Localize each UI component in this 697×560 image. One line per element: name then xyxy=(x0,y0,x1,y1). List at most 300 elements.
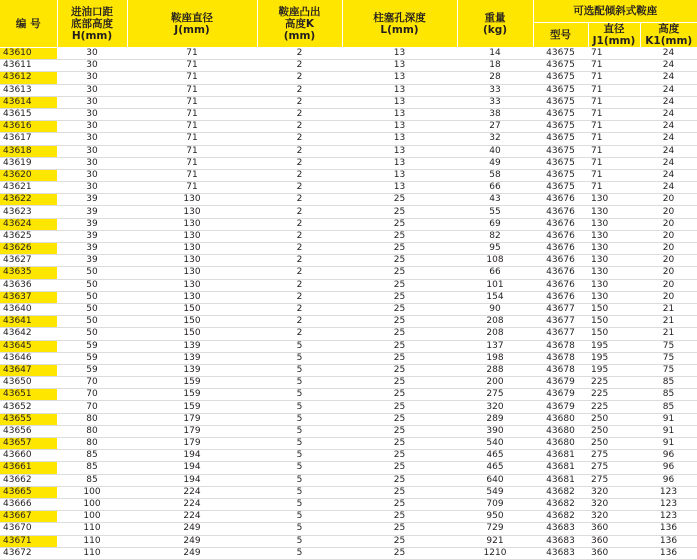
cell-k1: 24 xyxy=(640,121,697,133)
cell-k: 2 xyxy=(257,230,342,242)
cell-j1: 275 xyxy=(588,450,640,462)
cell-model: 43675 xyxy=(533,84,588,96)
cell-no: 43626 xyxy=(0,243,57,255)
header-no-label: 编 号 xyxy=(15,17,41,30)
cell-j1: 275 xyxy=(588,462,640,474)
cell-weight: 289 xyxy=(457,413,533,425)
cell-l: 25 xyxy=(342,328,457,340)
cell-j1: 71 xyxy=(588,84,640,96)
cell-h: 30 xyxy=(57,84,127,96)
cell-k1: 85 xyxy=(640,401,697,413)
cell-k1: 96 xyxy=(640,462,697,474)
cell-j: 224 xyxy=(127,486,257,498)
cell-k: 2 xyxy=(257,84,342,96)
cell-weight: 154 xyxy=(457,291,533,303)
cell-k1: 20 xyxy=(640,206,697,218)
cell-k1: 20 xyxy=(640,255,697,267)
cell-weight: 465 xyxy=(457,462,533,474)
cell-k1: 24 xyxy=(640,48,697,60)
header-sub-j1-label: 直径J1(mm) xyxy=(592,23,636,47)
cell-k: 2 xyxy=(257,182,342,194)
cell-weight: 390 xyxy=(457,425,533,437)
cell-model: 43682 xyxy=(533,498,588,510)
table-row xyxy=(0,474,697,486)
cell-weight: 320 xyxy=(457,401,533,413)
cell-weight: 198 xyxy=(457,352,533,364)
cell-no: 43672 xyxy=(0,547,57,559)
cell-j: 71 xyxy=(127,121,257,133)
cell-k: 5 xyxy=(257,438,342,450)
table-body xyxy=(0,48,697,560)
cell-h: 59 xyxy=(57,364,127,376)
cell-k1: 20 xyxy=(640,267,697,279)
cell-l: 13 xyxy=(342,145,457,157)
cell-k1: 91 xyxy=(640,413,697,425)
cell-k: 2 xyxy=(257,60,342,72)
table-row xyxy=(0,157,697,169)
cell-j1: 195 xyxy=(588,352,640,364)
cell-weight: 28 xyxy=(457,72,533,84)
cell-model: 43676 xyxy=(533,206,588,218)
cell-k: 5 xyxy=(257,523,342,535)
cell-j: 130 xyxy=(127,230,257,242)
cell-no: 43616 xyxy=(0,121,57,133)
cell-no: 43636 xyxy=(0,279,57,291)
cell-k1: 24 xyxy=(640,96,697,108)
table-row xyxy=(0,498,697,510)
header-group-optional xyxy=(533,0,697,23)
cell-l: 25 xyxy=(342,486,457,498)
header-h xyxy=(57,0,127,48)
cell-j: 71 xyxy=(127,60,257,72)
cell-j1: 150 xyxy=(588,316,640,328)
cell-k1: 123 xyxy=(640,498,697,510)
cell-j1: 130 xyxy=(588,218,640,230)
cell-k1: 21 xyxy=(640,303,697,315)
table-row xyxy=(0,462,697,474)
header-no xyxy=(0,0,57,48)
cell-model: 43679 xyxy=(533,377,588,389)
cell-k: 2 xyxy=(257,72,342,84)
cell-model: 43678 xyxy=(533,352,588,364)
cell-h: 85 xyxy=(57,450,127,462)
cell-l: 13 xyxy=(342,169,457,181)
cell-no: 43641 xyxy=(0,316,57,328)
cell-j1: 225 xyxy=(588,377,640,389)
cell-no: 43623 xyxy=(0,206,57,218)
cell-k1: 24 xyxy=(640,157,697,169)
header-k-label: 鞍座凸出 高度K (mm) xyxy=(278,5,321,42)
cell-k1: 20 xyxy=(640,218,697,230)
table-row xyxy=(0,535,697,547)
cell-h: 30 xyxy=(57,157,127,169)
cell-no: 43611 xyxy=(0,60,57,72)
cell-h: 59 xyxy=(57,352,127,364)
cell-h: 100 xyxy=(57,498,127,510)
cell-no: 43615 xyxy=(0,108,57,120)
cell-h: 100 xyxy=(57,511,127,523)
cell-l: 25 xyxy=(342,511,457,523)
cell-k: 2 xyxy=(257,121,342,133)
cell-weight: 200 xyxy=(457,377,533,389)
cell-k: 2 xyxy=(257,243,342,255)
table-row xyxy=(0,267,697,279)
cell-no: 43660 xyxy=(0,450,57,462)
cell-k1: 24 xyxy=(640,133,697,145)
cell-j: 71 xyxy=(127,145,257,157)
cell-j1: 71 xyxy=(588,60,640,72)
cell-k: 2 xyxy=(257,145,342,157)
cell-j: 71 xyxy=(127,96,257,108)
cell-j: 194 xyxy=(127,462,257,474)
cell-j: 130 xyxy=(127,194,257,206)
cell-j1: 150 xyxy=(588,303,640,315)
cell-j: 130 xyxy=(127,255,257,267)
cell-no: 43645 xyxy=(0,340,57,352)
cell-model: 43679 xyxy=(533,389,588,401)
cell-l: 25 xyxy=(342,218,457,230)
cell-k1: 123 xyxy=(640,511,697,523)
cell-k1: 75 xyxy=(640,340,697,352)
cell-k: 2 xyxy=(257,48,342,60)
cell-model: 43680 xyxy=(533,413,588,425)
cell-k1: 75 xyxy=(640,352,697,364)
cell-h: 110 xyxy=(57,547,127,559)
cell-j1: 71 xyxy=(588,121,640,133)
cell-k1: 24 xyxy=(640,145,697,157)
cell-j: 159 xyxy=(127,377,257,389)
cell-j: 194 xyxy=(127,450,257,462)
cell-k: 2 xyxy=(257,328,342,340)
cell-j1: 71 xyxy=(588,169,640,181)
cell-l: 25 xyxy=(342,425,457,437)
cell-no: 43671 xyxy=(0,535,57,547)
cell-k: 2 xyxy=(257,133,342,145)
cell-j1: 225 xyxy=(588,401,640,413)
table-row xyxy=(0,340,697,352)
cell-k1: 24 xyxy=(640,60,697,72)
cell-k: 2 xyxy=(257,303,342,315)
cell-k1: 20 xyxy=(640,279,697,291)
table-row xyxy=(0,511,697,523)
cell-k1: 20 xyxy=(640,230,697,242)
cell-j: 139 xyxy=(127,352,257,364)
cell-model: 43676 xyxy=(533,279,588,291)
cell-weight: 549 xyxy=(457,486,533,498)
cell-model: 43683 xyxy=(533,547,588,559)
cell-l: 13 xyxy=(342,108,457,120)
cell-model: 43680 xyxy=(533,438,588,450)
cell-h: 70 xyxy=(57,401,127,413)
cell-model: 43678 xyxy=(533,340,588,352)
cell-no: 43627 xyxy=(0,255,57,267)
cell-model: 43681 xyxy=(533,450,588,462)
cell-model: 43675 xyxy=(533,169,588,181)
cell-j1: 130 xyxy=(588,255,640,267)
table-row xyxy=(0,206,697,218)
cell-weight: 40 xyxy=(457,145,533,157)
cell-j: 150 xyxy=(127,328,257,340)
table-row xyxy=(0,72,697,84)
cell-l: 25 xyxy=(342,316,457,328)
cell-weight: 33 xyxy=(457,96,533,108)
header-group-optional-label: 可选配倾斜式鞍座 xyxy=(573,5,658,17)
cell-weight: 950 xyxy=(457,511,533,523)
cell-h: 30 xyxy=(57,96,127,108)
cell-l: 13 xyxy=(342,182,457,194)
table-row xyxy=(0,364,697,376)
header-sub-model xyxy=(533,23,588,48)
header-j xyxy=(127,0,257,48)
table-row xyxy=(0,523,697,535)
cell-h: 30 xyxy=(57,72,127,84)
cell-j1: 130 xyxy=(588,291,640,303)
cell-no: 43619 xyxy=(0,157,57,169)
cell-l: 25 xyxy=(342,498,457,510)
cell-h: 30 xyxy=(57,60,127,72)
cell-model: 43676 xyxy=(533,255,588,267)
table-row xyxy=(0,438,697,450)
table-row xyxy=(0,194,697,206)
table-row xyxy=(0,243,697,255)
cell-j: 249 xyxy=(127,547,257,559)
table-row xyxy=(0,352,697,364)
cell-j1: 195 xyxy=(588,364,640,376)
cell-k: 5 xyxy=(257,535,342,547)
cell-h: 50 xyxy=(57,303,127,315)
cell-weight: 288 xyxy=(457,364,533,376)
cell-k: 5 xyxy=(257,425,342,437)
cell-model: 43676 xyxy=(533,194,588,206)
cell-j: 71 xyxy=(127,48,257,60)
cell-k: 2 xyxy=(257,157,342,169)
table-row xyxy=(0,328,697,340)
cell-k: 5 xyxy=(257,486,342,498)
table-row xyxy=(0,60,697,72)
cell-weight: 43 xyxy=(457,194,533,206)
cell-l: 25 xyxy=(342,206,457,218)
cell-model: 43675 xyxy=(533,182,588,194)
cell-h: 85 xyxy=(57,474,127,486)
table-row xyxy=(0,108,697,120)
cell-l: 25 xyxy=(342,474,457,486)
cell-h: 85 xyxy=(57,462,127,474)
cell-k: 5 xyxy=(257,511,342,523)
cell-k: 2 xyxy=(257,316,342,328)
cell-j: 71 xyxy=(127,182,257,194)
cell-k1: 20 xyxy=(640,194,697,206)
cell-no: 43620 xyxy=(0,169,57,181)
cell-j: 130 xyxy=(127,267,257,279)
table-row xyxy=(0,547,697,559)
cell-j1: 195 xyxy=(588,340,640,352)
cell-j: 130 xyxy=(127,291,257,303)
cell-j: 71 xyxy=(127,157,257,169)
cell-h: 39 xyxy=(57,218,127,230)
cell-k: 2 xyxy=(257,279,342,291)
cell-l: 25 xyxy=(342,243,457,255)
cell-j1: 130 xyxy=(588,194,640,206)
header-k xyxy=(257,0,342,48)
cell-weight: 101 xyxy=(457,279,533,291)
cell-j1: 250 xyxy=(588,413,640,425)
cell-h: 110 xyxy=(57,535,127,547)
cell-k1: 123 xyxy=(640,486,697,498)
cell-k: 5 xyxy=(257,352,342,364)
cell-h: 50 xyxy=(57,279,127,291)
cell-k1: 85 xyxy=(640,389,697,401)
cell-no: 43618 xyxy=(0,145,57,157)
cell-model: 43681 xyxy=(533,462,588,474)
cell-j: 139 xyxy=(127,340,257,352)
cell-h: 39 xyxy=(57,243,127,255)
cell-model: 43677 xyxy=(533,328,588,340)
cell-k1: 20 xyxy=(640,243,697,255)
cell-j: 179 xyxy=(127,438,257,450)
cell-j: 159 xyxy=(127,389,257,401)
cell-k: 5 xyxy=(257,364,342,376)
cell-weight: 540 xyxy=(457,438,533,450)
cell-l: 25 xyxy=(342,194,457,206)
cell-l: 13 xyxy=(342,133,457,145)
cell-weight: 95 xyxy=(457,243,533,255)
cell-k: 2 xyxy=(257,267,342,279)
cell-weight: 1210 xyxy=(457,547,533,559)
cell-l: 25 xyxy=(342,279,457,291)
cell-j1: 130 xyxy=(588,206,640,218)
cell-k1: 20 xyxy=(640,291,697,303)
table-row xyxy=(0,255,697,267)
cell-h: 30 xyxy=(57,145,127,157)
cell-j1: 150 xyxy=(588,328,640,340)
cell-k: 5 xyxy=(257,377,342,389)
cell-weight: 640 xyxy=(457,474,533,486)
cell-weight: 921 xyxy=(457,535,533,547)
cell-weight: 465 xyxy=(457,450,533,462)
cell-l: 25 xyxy=(342,389,457,401)
cell-j1: 71 xyxy=(588,145,640,157)
cell-weight: 137 xyxy=(457,340,533,352)
cell-no: 43614 xyxy=(0,96,57,108)
table-row xyxy=(0,84,697,96)
cell-k1: 24 xyxy=(640,108,697,120)
cell-j1: 71 xyxy=(588,72,640,84)
cell-weight: 709 xyxy=(457,498,533,510)
cell-j: 150 xyxy=(127,303,257,315)
cell-k1: 136 xyxy=(640,535,697,547)
cell-k: 5 xyxy=(257,413,342,425)
cell-no: 43652 xyxy=(0,401,57,413)
cell-j: 249 xyxy=(127,523,257,535)
header-sub-k1 xyxy=(640,23,697,48)
cell-j: 130 xyxy=(127,243,257,255)
cell-no: 43612 xyxy=(0,72,57,84)
cell-h: 30 xyxy=(57,121,127,133)
header-sub-model-label: 型号 xyxy=(550,29,571,41)
cell-j1: 130 xyxy=(588,267,640,279)
cell-k: 5 xyxy=(257,474,342,486)
cell-l: 13 xyxy=(342,72,457,84)
cell-model: 43675 xyxy=(533,133,588,145)
cell-model: 43676 xyxy=(533,243,588,255)
table-row xyxy=(0,96,697,108)
cell-l: 25 xyxy=(342,352,457,364)
cell-j: 130 xyxy=(127,279,257,291)
header-h-label: 进油口距 底部高度 H(mm) xyxy=(71,5,113,42)
cell-h: 80 xyxy=(57,425,127,437)
cell-j1: 275 xyxy=(588,474,640,486)
cell-k1: 136 xyxy=(640,523,697,535)
cell-j: 224 xyxy=(127,498,257,510)
cell-h: 39 xyxy=(57,255,127,267)
cell-k: 5 xyxy=(257,547,342,559)
cell-k1: 24 xyxy=(640,169,697,181)
cell-j1: 360 xyxy=(588,535,640,547)
cell-k1: 24 xyxy=(640,84,697,96)
cell-l: 13 xyxy=(342,96,457,108)
cell-no: 43661 xyxy=(0,462,57,474)
cell-no: 43662 xyxy=(0,474,57,486)
cell-h: 50 xyxy=(57,291,127,303)
table-row xyxy=(0,303,697,315)
cell-no: 43625 xyxy=(0,230,57,242)
cell-j: 130 xyxy=(127,218,257,230)
cell-model: 43675 xyxy=(533,72,588,84)
cell-h: 70 xyxy=(57,377,127,389)
cell-no: 43642 xyxy=(0,328,57,340)
cell-l: 13 xyxy=(342,121,457,133)
cell-no: 43624 xyxy=(0,218,57,230)
header-j-label: 鞍座直径 J(mm) xyxy=(171,11,213,36)
cell-l: 25 xyxy=(342,303,457,315)
cell-weight: 208 xyxy=(457,316,533,328)
cell-weight: 33 xyxy=(457,84,533,96)
cell-k: 5 xyxy=(257,462,342,474)
cell-model: 43676 xyxy=(533,291,588,303)
cell-model: 43675 xyxy=(533,60,588,72)
header-l xyxy=(342,0,457,48)
cell-l: 25 xyxy=(342,364,457,376)
cell-model: 43678 xyxy=(533,364,588,376)
cell-k1: 96 xyxy=(640,450,697,462)
cell-j1: 71 xyxy=(588,48,640,60)
cell-l: 25 xyxy=(342,230,457,242)
cell-weight: 69 xyxy=(457,218,533,230)
cell-h: 30 xyxy=(57,133,127,145)
cell-weight: 49 xyxy=(457,157,533,169)
cell-l: 25 xyxy=(342,413,457,425)
cell-j: 194 xyxy=(127,474,257,486)
cell-l: 13 xyxy=(342,60,457,72)
table-row xyxy=(0,182,697,194)
table-row xyxy=(0,413,697,425)
cell-l: 25 xyxy=(342,255,457,267)
cell-model: 43683 xyxy=(533,523,588,535)
cell-weight: 66 xyxy=(457,182,533,194)
cell-j: 139 xyxy=(127,364,257,376)
cell-l: 25 xyxy=(342,267,457,279)
cell-h: 30 xyxy=(57,48,127,60)
cell-model: 43682 xyxy=(533,486,588,498)
table-row xyxy=(0,279,697,291)
cell-weight: 66 xyxy=(457,267,533,279)
table-row xyxy=(0,145,697,157)
cell-no: 43655 xyxy=(0,413,57,425)
cell-k: 5 xyxy=(257,498,342,510)
cell-k: 2 xyxy=(257,218,342,230)
cell-j1: 360 xyxy=(588,547,640,559)
cell-l: 25 xyxy=(342,535,457,547)
